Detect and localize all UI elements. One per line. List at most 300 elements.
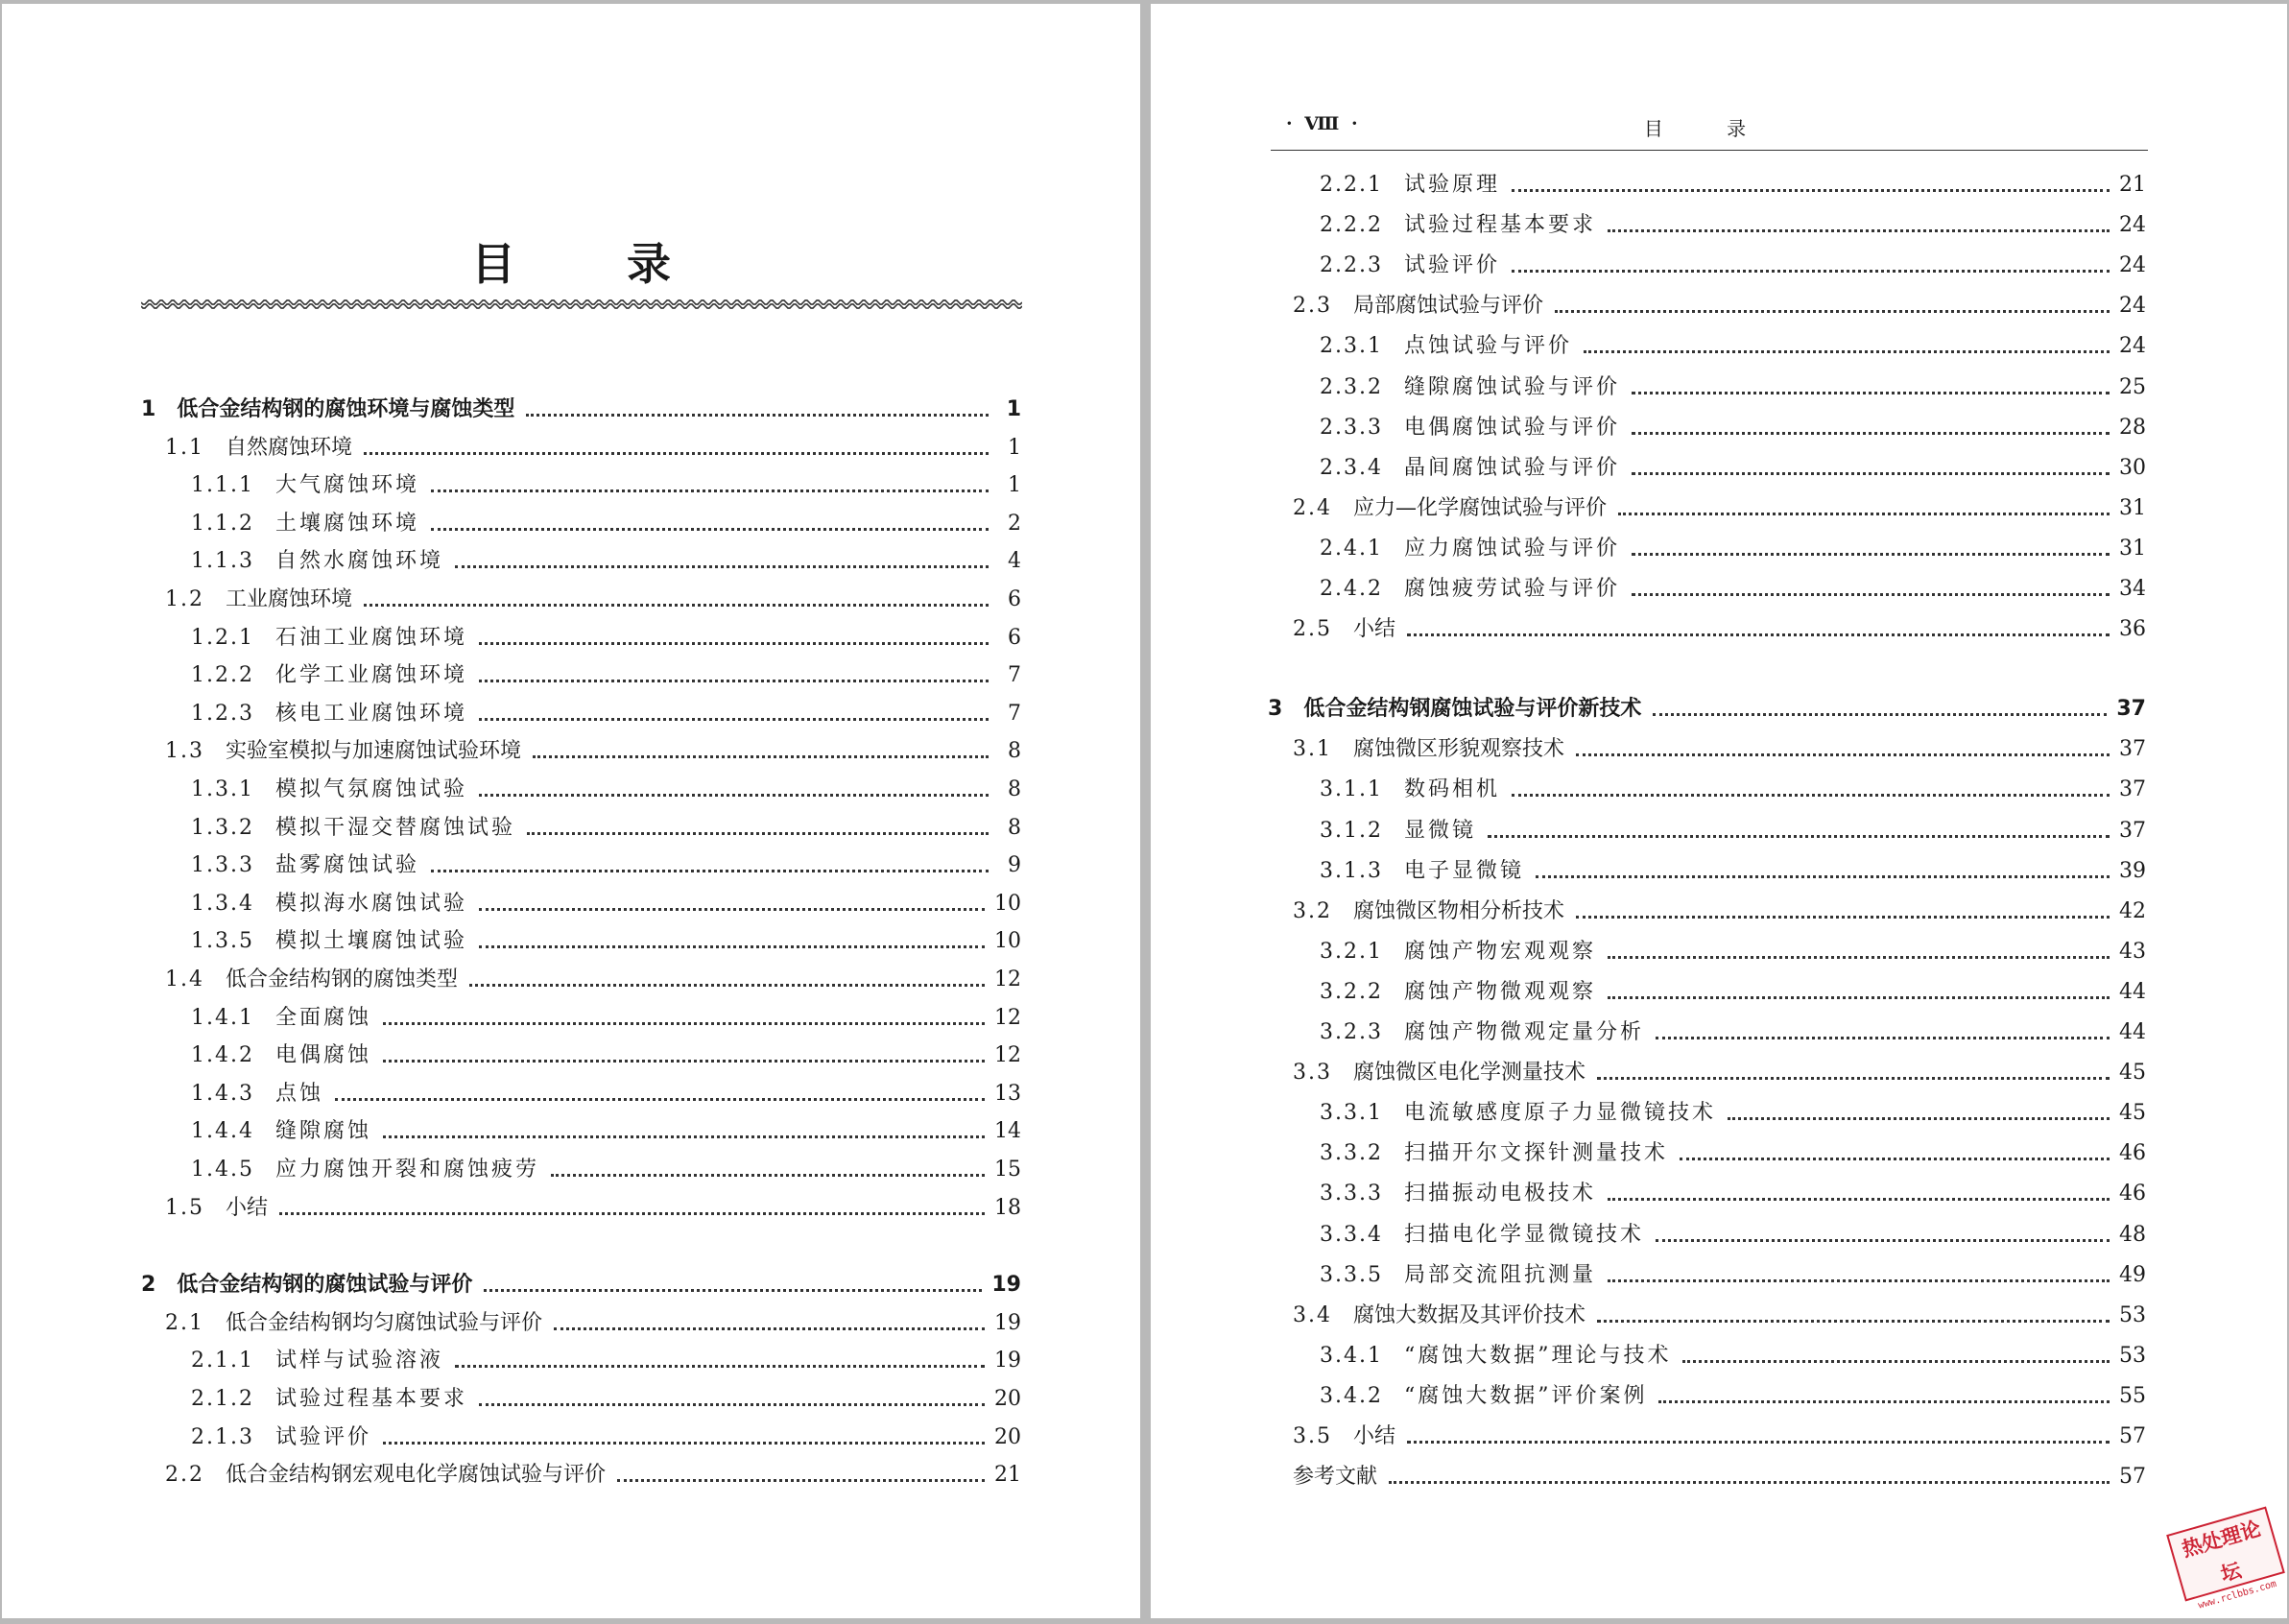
toc-entry-number: 1.2.3	[191, 701, 254, 726]
toc-entry-number: 2.3	[1293, 294, 1332, 319]
toc-entry-number: 1	[141, 397, 156, 421]
toc-entry-number: 2.4	[1293, 495, 1332, 520]
toc-entry-title: 小结	[1353, 1424, 1396, 1448]
toc-entry[interactable]	[191, 624, 1021, 653]
toc-entry[interactable]	[191, 1080, 1021, 1109]
toc-entry-page: 8	[1008, 815, 1021, 840]
toc-entry-title: 应力腐蚀开裂和腐蚀疲劳	[274, 1158, 539, 1182]
dot-leader	[1632, 593, 2110, 596]
toc-entry-title: 缝隙腐蚀	[274, 1119, 371, 1144]
toc-entry-page: 25	[2119, 374, 2146, 399]
dot-leader	[1407, 633, 2110, 636]
dot-leader	[1682, 1360, 2110, 1363]
toc-entry[interactable]	[1320, 454, 2146, 483]
toc-entry-title: 实验室模拟与加速腐蚀试验环境	[226, 739, 522, 764]
toc-entry-page: 7	[1008, 663, 1021, 688]
dot-leader	[1618, 513, 2110, 515]
toc-entry[interactable]	[1320, 1221, 2146, 1250]
dot-leader	[1597, 1320, 2110, 1323]
dot-leader	[484, 1289, 982, 1292]
toc-entry-page: 20	[994, 1424, 1021, 1449]
toc-entry[interactable]	[165, 585, 1021, 614]
toc-entry[interactable]	[1320, 1139, 2146, 1168]
toc-entry[interactable]	[1293, 1463, 2146, 1492]
toc-entry[interactable]	[1320, 1180, 2146, 1208]
toc-entry-page: 44	[2119, 1020, 2146, 1044]
toc-entry-number: 1.4.5	[191, 1158, 254, 1182]
dot-leader	[383, 1135, 985, 1138]
toc-entry[interactable]	[1320, 575, 2146, 604]
toc-entry-number: 2.5	[1293, 617, 1332, 642]
toc-entry[interactable]	[1293, 615, 2146, 644]
toc-entry-title: 低合金结构钢腐蚀试验与评价新技术	[1303, 697, 1642, 722]
toc-entry[interactable]	[1320, 373, 2146, 402]
toc-chapter-entry[interactable]	[141, 1271, 1021, 1300]
toc-entry-title: 腐蚀大数据及其评价技术	[1353, 1302, 1586, 1327]
toc-entry[interactable]	[191, 547, 1021, 576]
dot-leader	[554, 1327, 985, 1330]
toc-entry[interactable]	[191, 700, 1021, 728]
toc-entry-title: 扫描开尔文探针测量技术	[1403, 1141, 1668, 1166]
dot-leader	[1555, 310, 2110, 313]
toc-entry-number: 1.3.3	[191, 853, 254, 878]
toc-entry-title: 试验过程基本要求	[1403, 213, 1596, 238]
toc-entry-page: 30	[2119, 455, 2146, 480]
toc-entry-number: 3.4.1	[1320, 1343, 1383, 1368]
dot-leader	[279, 1212, 985, 1215]
toc-entry-page: 10	[994, 929, 1021, 954]
toc-entry[interactable]	[1293, 292, 2146, 321]
toc-entry-title: 腐蚀微区形貌观察技术	[1353, 737, 1565, 762]
toc-entry-title: 低合金结构钢的腐蚀试验与评价	[177, 1273, 473, 1298]
toc-entry-page: 42	[2119, 898, 2146, 923]
toc-entry-page: 15	[994, 1158, 1021, 1182]
toc-entry-page: 19	[994, 1349, 1021, 1373]
dot-leader	[479, 794, 989, 797]
toc-entry-number: 1.3.2	[191, 815, 254, 840]
dot-leader	[1632, 472, 2110, 475]
toc-entry[interactable]	[165, 966, 1021, 994]
toc-entry-number: 2	[141, 1273, 156, 1298]
left-page	[2, 4, 1140, 1618]
toc-entry-number: 1.1.2	[191, 511, 254, 536]
toc-entry-title: 模拟海水腐蚀试验	[274, 891, 467, 916]
toc-entry-page: 28	[2119, 415, 2146, 440]
toc-entry[interactable]	[1320, 1382, 2146, 1411]
toc-entry-number: 3.3.1	[1320, 1101, 1383, 1126]
toc-entry-title: 低合金结构钢的腐蚀类型	[226, 967, 459, 991]
toc-entry-number: 3.2.2	[1320, 979, 1383, 1004]
toc-entry-number: 2.3.4	[1320, 455, 1383, 480]
toc-entry-title: 石油工业腐蚀环境	[274, 625, 467, 650]
toc-entry-number: 3.3.2	[1320, 1141, 1383, 1166]
toc-entry[interactable]	[1320, 211, 2146, 240]
toc-entry-number: 1.4.4	[191, 1119, 254, 1144]
toc-entry-page: 37	[2119, 777, 2146, 802]
toc-entry-page: 4	[1008, 549, 1021, 574]
toc-entry-page: 24	[2119, 253, 2146, 278]
dot-leader	[1632, 553, 2110, 556]
toc-entry-title: 电偶腐蚀试验与评价	[1403, 415, 1620, 440]
toc-entry-number: 2.2	[165, 1463, 204, 1488]
toc-entry-page: 24	[2119, 213, 2146, 238]
dot-leader	[1576, 753, 2110, 756]
toc-entry-number: 1.1.1	[191, 473, 254, 498]
toc-entry[interactable]	[1293, 1302, 2146, 1330]
toc-entry-title: 全面腐蚀	[274, 1005, 371, 1030]
toc-entry-page: 57	[2119, 1424, 2146, 1448]
toc-entry-page: 8	[1008, 739, 1021, 764]
dot-leader	[1680, 1158, 2110, 1160]
right-page	[1151, 4, 2287, 1618]
toc-entry[interactable]	[165, 1461, 1021, 1490]
toc-entry-title: 试验评价	[1403, 253, 1500, 278]
toc-entry-title: 应力—化学腐蚀试验与评价	[1353, 495, 1608, 520]
toc-entry-number: 3.5	[1293, 1424, 1332, 1448]
dot-leader	[469, 984, 985, 987]
toc-entry-page: 14	[994, 1119, 1021, 1144]
toc-entry-title: 工业腐蚀环境	[226, 587, 353, 611]
dot-leader	[383, 1022, 985, 1025]
toc-entry-title: 点蚀试验与评价	[1403, 334, 1572, 359]
toc-entry-page: 6	[1008, 625, 1021, 650]
toc-entry-number: 1.2	[165, 587, 204, 611]
toc-entry[interactable]	[1320, 1342, 2146, 1371]
toc-entry-page: 12	[994, 1043, 1021, 1068]
watermark-url: www.rclbbs.com	[2197, 1578, 2278, 1612]
toc-entry-page: 43	[2119, 939, 2146, 964]
dot-leader	[617, 1479, 985, 1482]
toc-entry[interactable]	[165, 434, 1021, 463]
toc-entry[interactable]	[191, 1041, 1021, 1070]
toc-entry-number: 1.3.5	[191, 929, 254, 954]
dot-leader	[1389, 1481, 2110, 1484]
dot-leader	[1656, 1239, 2110, 1242]
toc-entry-page: 6	[1008, 587, 1021, 611]
dot-leader	[1512, 794, 2110, 797]
toc-entry-number: 1.2.2	[191, 663, 254, 688]
toc-entry-title: 自然水腐蚀环境	[274, 549, 443, 574]
toc-entry-number: 3.3.3	[1320, 1182, 1383, 1206]
toc-entry[interactable]	[191, 1004, 1021, 1033]
toc-entry[interactable]	[191, 661, 1021, 690]
toc-entry-title: 应力腐蚀试验与评价	[1403, 536, 1620, 561]
toc-entry-number: 2.2.2	[1320, 213, 1383, 238]
toc-entry[interactable]	[1293, 494, 2146, 523]
toc-entry-number: 3.4.2	[1320, 1383, 1383, 1408]
toc-entry-page: 7	[1008, 701, 1021, 726]
toc-entry[interactable]	[191, 814, 1021, 843]
toc-entry-number: 2.2.1	[1320, 173, 1383, 197]
toc-entry-number: 3.3	[1293, 1061, 1332, 1086]
toc-entry[interactable]	[165, 737, 1021, 766]
dot-leader	[431, 528, 989, 531]
toc-entry-title: 电偶腐蚀	[274, 1043, 371, 1068]
toc-entry-page: 8	[1008, 777, 1021, 801]
toc-entry-title: 小结	[1353, 617, 1396, 642]
toc-entry-title: 局部腐蚀试验与评价	[1353, 294, 1544, 319]
toc-entry[interactable]	[191, 510, 1021, 538]
toc-entry-page: 19	[994, 1310, 1021, 1335]
toc-entry-page: 55	[2119, 1383, 2146, 1408]
toc-entry-page: 37	[2119, 818, 2146, 843]
toc-entry-number: 1.4.1	[191, 1005, 254, 1030]
toc-entry[interactable]	[191, 927, 1021, 956]
toc-entry[interactable]	[1320, 817, 2146, 846]
toc-entry[interactable]	[1293, 735, 2146, 764]
dot-leader	[1608, 1198, 2110, 1201]
dot-leader	[1536, 875, 2110, 878]
toc-entry-title: 试样与试验溶液	[274, 1349, 443, 1373]
toc-entry-number: 3.2.3	[1320, 1020, 1383, 1044]
toc-entry[interactable]	[191, 1423, 1021, 1452]
toc-entry[interactable]	[191, 471, 1021, 500]
dot-leader	[526, 414, 989, 417]
toc-entry-number: 1.3	[165, 739, 204, 764]
toc-entry-page: 20	[994, 1387, 1021, 1411]
toc-entry-title: 电流敏感度原子力显微镜技术	[1403, 1101, 1716, 1126]
toc-entry-page: 31	[2119, 495, 2146, 520]
toc-entry-number: 3.4	[1293, 1302, 1332, 1327]
wavy-divider	[141, 298, 1022, 311]
toc-entry-title: 腐蚀微区物相分析技术	[1353, 898, 1565, 923]
toc-entry-page: 37	[2119, 737, 2146, 762]
toc-entry-page: 46	[2119, 1141, 2146, 1166]
dot-leader	[1608, 956, 2110, 959]
dot-leader	[1407, 1441, 2110, 1444]
toc-entry-title: 显微镜	[1403, 818, 1476, 843]
dot-leader	[1584, 350, 2110, 353]
dot-leader	[1608, 1279, 2110, 1282]
toc-entry-page: 1	[1008, 435, 1021, 460]
toc-entry-number: 2.3.3	[1320, 415, 1383, 440]
toc-entry[interactable]	[165, 1194, 1021, 1223]
toc-chapter-entry[interactable]	[141, 395, 1021, 424]
toc-entry-title: “腐蚀大数据”理论与技术	[1403, 1343, 1672, 1368]
toc-entry-title: 试验过程基本要求	[274, 1387, 467, 1411]
toc-entry-number: 1.4	[165, 967, 204, 991]
dot-leader	[479, 1403, 985, 1406]
toc-entry-page: 21	[994, 1463, 1021, 1488]
toc-entry-page: 45	[2119, 1101, 2146, 1126]
toc-entry-title: 参考文献	[1293, 1465, 1378, 1490]
toc-entry[interactable]	[191, 776, 1021, 804]
toc-entry-number: 3.3.4	[1320, 1222, 1383, 1247]
toc-entry-page: 45	[2119, 1061, 2146, 1086]
dot-leader	[1597, 1077, 2110, 1080]
dot-leader	[479, 642, 989, 645]
dot-leader	[455, 565, 989, 568]
toc-entry-number: 2.1.2	[191, 1387, 254, 1411]
toc-entry-page: 19	[991, 1273, 1021, 1298]
toc-entry-title: 点蚀	[274, 1081, 323, 1106]
toc-entry-page: 44	[2119, 979, 2146, 1004]
toc-entry-number: 3.1	[1293, 737, 1332, 762]
header-page-number: · Ⅷ ·	[1286, 113, 1361, 134]
toc-entry-title: 低合金结构钢的腐蚀环境与腐蚀类型	[177, 397, 515, 421]
toc-entry[interactable]	[1320, 332, 2146, 361]
toc-entry[interactable]	[191, 1117, 1021, 1146]
toc-entry-number: 3.1.2	[1320, 818, 1383, 843]
toc-entry-title: “腐蚀大数据”评价案例	[1403, 1383, 1648, 1408]
toc-entry-title: 大气腐蚀环境	[274, 473, 419, 498]
toc-entry-number: 3	[1268, 697, 1283, 722]
toc-entry-title: 腐蚀疲劳试验与评价	[1403, 577, 1620, 601]
toc-entry-page: 12	[994, 1005, 1021, 1030]
toc-entry[interactable]	[1293, 897, 2146, 926]
toc-entry-title: 盐雾腐蚀试验	[274, 853, 419, 878]
header-title: 目 录	[1643, 117, 1776, 140]
toc-entry-number: 3.1.3	[1320, 858, 1383, 883]
toc-entry[interactable]	[165, 1309, 1021, 1338]
toc-entry-title: 电子显微镜	[1403, 858, 1524, 883]
toc-entry-number: 1.3.1	[191, 777, 254, 801]
toc-entry-number: 1.3.4	[191, 891, 254, 916]
toc-entry[interactable]	[1320, 857, 2146, 886]
toc-entry-number: 3.3.5	[1320, 1262, 1383, 1287]
toc-entry-number: 2.4.1	[1320, 536, 1383, 561]
toc-entry-title: 模拟气氛腐蚀试验	[274, 777, 467, 801]
toc-entry-number: 2.4.2	[1320, 577, 1383, 601]
toc-entry-page: 39	[2119, 858, 2146, 883]
toc-entry[interactable]	[1320, 1099, 2146, 1128]
toc-entry[interactable]	[1320, 251, 2146, 280]
toc-entry-number: 2.3.1	[1320, 334, 1383, 359]
dot-leader	[479, 945, 985, 948]
dot-leader	[1608, 996, 2110, 999]
toc-chapter-entry[interactable]	[1268, 695, 2146, 724]
dot-leader	[551, 1174, 985, 1177]
toc-entry-page: 46	[2119, 1182, 2146, 1206]
toc-entry-title: 数码相机	[1403, 777, 1500, 802]
dot-leader	[455, 1365, 985, 1368]
toc-entry-title: 化学工业腐蚀环境	[274, 663, 467, 688]
toc-entry-page: 18	[994, 1195, 1021, 1220]
toc-entry-title: 小结	[226, 1195, 269, 1220]
toc-entry-page: 24	[2119, 294, 2146, 319]
toc-entry[interactable]	[1320, 776, 2146, 804]
toc-entry-page: 1	[1008, 473, 1021, 498]
dot-leader	[364, 452, 989, 455]
toc-entry-number: 1.1.3	[191, 549, 254, 574]
toc-entry[interactable]	[1320, 1261, 2146, 1290]
dot-leader	[335, 1098, 985, 1101]
dot-leader	[1728, 1117, 2110, 1120]
dot-leader	[364, 604, 989, 607]
toc-entry-page: 24	[2119, 334, 2146, 359]
toc-entry-title: 晶间腐蚀试验与评价	[1403, 455, 1620, 480]
toc-entry-number: 2.2.3	[1320, 253, 1383, 278]
dot-leader	[1512, 189, 2110, 192]
watermark-text: 热处理论坛	[2179, 1517, 2264, 1587]
dot-leader	[527, 832, 989, 835]
toc-entry-page: 1	[1006, 397, 1021, 421]
toc-entry-title: 扫描电化学显微镜技术	[1403, 1222, 1644, 1247]
toc-entry-title: 自然腐蚀环境	[226, 435, 353, 460]
dot-leader	[1656, 1037, 2110, 1039]
toc-entry[interactable]	[1293, 1422, 2146, 1451]
toc-entry-title: 试验原理	[1403, 173, 1500, 197]
toc-entry-title: 低合金结构钢均匀腐蚀试验与评价	[226, 1310, 543, 1335]
toc-entry[interactable]	[1320, 171, 2146, 200]
toc-entry-title: 腐蚀微区电化学测量技术	[1353, 1061, 1586, 1086]
toc-title: 目 录	[470, 238, 719, 290]
toc-entry-title: 扫描振动电极技术	[1403, 1182, 1596, 1206]
dot-leader	[1488, 835, 2110, 838]
toc-entry-number: 2.1.1	[191, 1349, 254, 1373]
toc-entry-page: 37	[2116, 697, 2146, 722]
toc-entry-page: 57	[2119, 1465, 2146, 1490]
toc-entry-page: 2	[1008, 511, 1021, 536]
dot-leader	[431, 870, 989, 872]
dot-leader	[1512, 270, 2110, 273]
dot-leader	[533, 755, 989, 758]
toc-entry-title: 缝隙腐蚀试验与评价	[1403, 374, 1620, 399]
toc-entry-number: 3.2.1	[1320, 939, 1383, 964]
toc-entry-title: 腐蚀产物微观定量分析	[1403, 1020, 1644, 1044]
toc-entry[interactable]	[1320, 978, 2146, 1007]
toc-entry-page: 36	[2119, 617, 2146, 642]
toc-entry[interactable]	[191, 1385, 1021, 1414]
dot-leader	[1658, 1400, 2110, 1403]
toc-entry[interactable]	[191, 890, 1021, 919]
toc-entry-number: 1.1	[165, 435, 204, 460]
dot-leader	[1632, 432, 2110, 435]
dot-leader	[479, 908, 985, 911]
dot-leader	[383, 1060, 985, 1063]
toc-entry-page: 21	[2119, 173, 2146, 197]
toc-entry-number: 3.1.1	[1320, 777, 1383, 802]
toc-entry-page: 12	[994, 967, 1021, 991]
toc-entry[interactable]	[1320, 414, 2146, 442]
toc-entry[interactable]	[1320, 938, 2146, 967]
toc-entry-page: 53	[2119, 1302, 2146, 1327]
toc-entry-title: 试验评价	[274, 1424, 371, 1449]
toc-entry-page: 10	[994, 891, 1021, 916]
toc-entry-page: 49	[2119, 1262, 2146, 1287]
running-header	[1271, 111, 2148, 151]
toc-entry[interactable]	[191, 1156, 1021, 1184]
dot-leader	[1632, 392, 2110, 394]
toc-entry-title: 腐蚀产物宏观观察	[1403, 939, 1596, 964]
toc-entry[interactable]	[1293, 1059, 2146, 1087]
toc-entry[interactable]	[191, 1347, 1021, 1375]
toc-entry[interactable]	[1320, 535, 2146, 563]
toc-entry-title: 腐蚀产物微观观察	[1403, 979, 1596, 1004]
toc-entry[interactable]	[191, 851, 1021, 880]
toc-entry-title: 局部交流阻抗测量	[1403, 1262, 1596, 1287]
toc-entry[interactable]	[1320, 1018, 2146, 1047]
toc-entry-number: 1.5	[165, 1195, 204, 1220]
toc-entry-title: 核电工业腐蚀环境	[274, 701, 467, 726]
dot-leader	[479, 718, 989, 721]
toc-entry-number: 1.4.2	[191, 1043, 254, 1068]
toc-entry-title: 模拟土壤腐蚀试验	[274, 929, 467, 954]
toc-entry-number: 2.1.3	[191, 1424, 254, 1449]
dot-leader	[1576, 916, 2110, 919]
toc-entry-title: 低合金结构钢宏观电化学腐蚀试验与评价	[226, 1463, 607, 1488]
toc-entry-page: 13	[994, 1081, 1021, 1106]
toc-entry-number: 2.3.2	[1320, 374, 1383, 399]
toc-entry-number: 1.4.3	[191, 1081, 254, 1106]
dot-leader	[1608, 229, 2110, 232]
dot-leader	[479, 680, 989, 682]
toc-entry-number: 2.1	[165, 1310, 204, 1335]
toc-entry-page: 48	[2119, 1222, 2146, 1247]
toc-entry-page: 31	[2119, 536, 2146, 561]
dot-leader	[1653, 713, 2107, 716]
toc-entry-title: 土壤腐蚀环境	[274, 511, 419, 536]
